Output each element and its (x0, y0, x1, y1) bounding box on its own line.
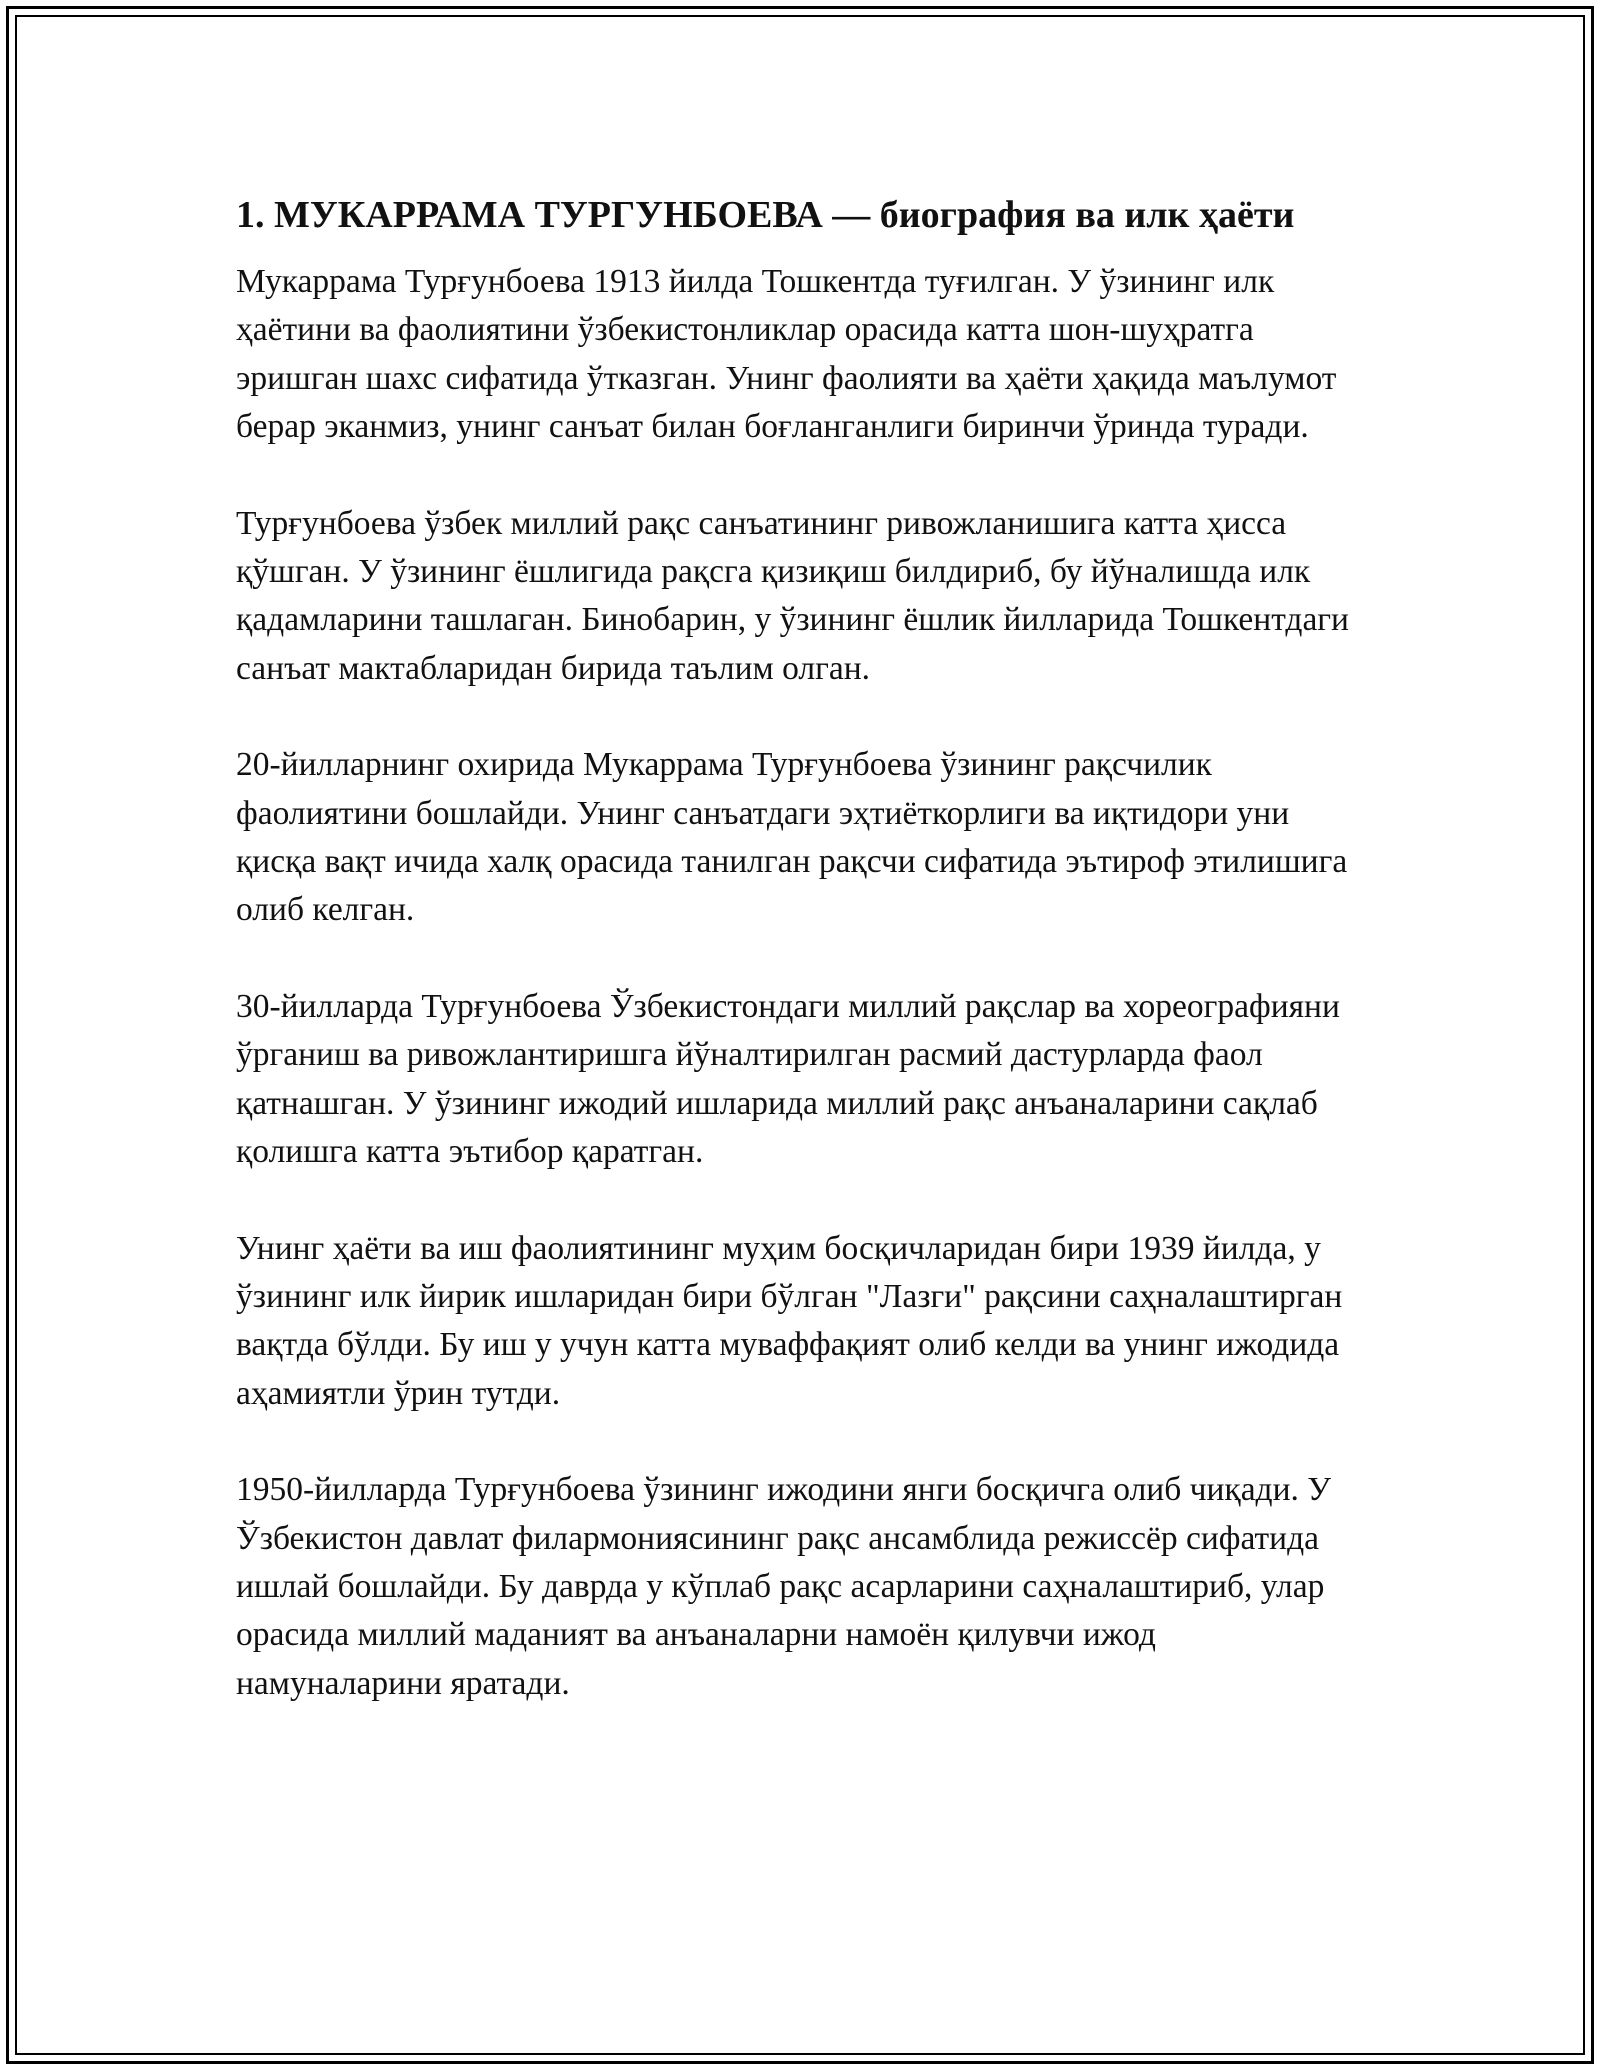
paragraph-2: Турғунбоева ўзбек миллий рақс санъатининг ривожланишига катта ҳисса қўшган. У ўзининг ёшлигида рақсга қизиқиш билдириб, бу йўналишда илк қадамларини ташлаган. Бинобарин, у ўзининг ёшлик йилларида Тошкентдаги санъат мактабларидан бирида таълим олган. (236, 504, 1349, 687)
paragraph-3: 20-йилларнинг охирида Мукаррама Турғунбоева ўзининг рақсчилик фаолиятини бошлайди. Унинг санъатдаги эҳтиёткорлиги ва иқтидори уни қисқа вақт ичида халқ орасида танилган рақсчи сифатида эътироф этилишига олиб келган. (236, 746, 1348, 929)
document-title: 1. МУКАРРАМА ТУРГУНБОЕВА — биография ва илк ҳаёти (236, 194, 1295, 236)
document-body (236, 188, 1366, 1708)
paragraph-4: 30-йилларда Турғунбоева Ўзбекистондаги миллий рақслар ва хореографияни ўрганиш ва ривожлантиришга йўналтирилган расмий дастурларда фаол қатнашган. У ўзининг ижодий ишларида миллий рақс анъаналарини сақлаб қолишга катта эътибор қаратган. (236, 987, 1340, 1171)
paragraph-6: 1950-йилларда Турғунбоева ўзининг ижодини янги босқичга олиб чиқади. У Ўзбекистон давлат филармониясининг рақс ансамблида режиссёр сифатида ишлай бошлайди. Бу даврда у кўплаб рақс асарларини саҳналаштириб, улар орасида миллий маданият ва анъаналарни намоён қилувчи ижод намуналарини яратади. (236, 1471, 1331, 1702)
paragraph-5: Унинг ҳаёти ва иш фаолиятининг муҳим босқичларидан бири 1939 йилда, у ўзининг илк йирик ишларидан бири бўлган "Лазги" рақсини саҳналаштирган вақтда бўлди. Бу иш у учун катта муваффақият олиб келди ва унинг ижодида аҳамиятли ўрин тутди. (236, 1229, 1343, 1412)
paragraph-1: Мукаррама Турғунбоева 1913 йилда Тошкентда туғилган. У ўзининг илк ҳаётини ва фаолиятини ўзбекистонликлар орасида катта шон-шуҳратга эришган шахс сифатида ўтказган. Унинг фаолияти ва ҳаёти ҳақида маълумот берар эканмиз, унинг санъат билан боғланганлиги биринчи ўринда туради. (236, 263, 1337, 446)
